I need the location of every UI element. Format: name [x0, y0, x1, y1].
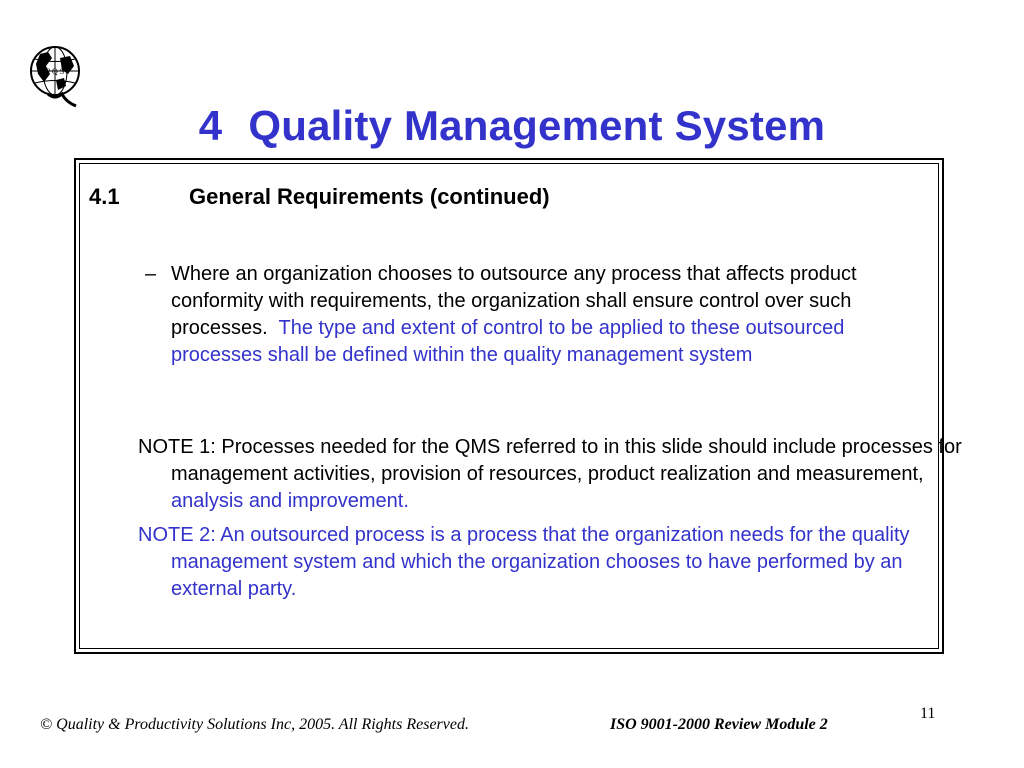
slide-title-text: Quality Management System	[248, 102, 826, 149]
bullet-text-blue: The type and extent of control to be applied to these outsourced processes shall be defined within the quality management system	[171, 317, 845, 366]
footer-copyright: © Quality & Productivity Solutions Inc, 2005. All Rights Reserved.	[40, 716, 469, 733]
note-2-text: NOTE 2: An outsourced process is a process that the organization needs for the quality management system and which the organization chooses to have performed by an external party.	[138, 524, 910, 600]
section-title: General Requirements (continued)	[189, 184, 550, 209]
slide-title-number: 4	[198, 102, 223, 149]
note-1-text-black: NOTE 1: Processes needed for the QMS referred to in this slide should include processes for management activities, provision of resources, product realization and measurement,	[138, 436, 962, 485]
footer-module: ISO 9001-2000 Review Module 2	[610, 716, 828, 733]
page-number: 11	[920, 705, 936, 722]
bullet-paragraph	[145, 261, 935, 369]
bullet-text-black: Where an organization chooses to outsource any process that affects product conformity with requirements, the organization shall ensure control over such processes.	[171, 263, 857, 339]
section-number: 4.1	[89, 184, 120, 209]
note-1	[138, 434, 971, 515]
note-1-text-blue: analysis and improvement.	[171, 490, 409, 512]
logo-letters: P Q S	[45, 67, 65, 76]
bullet-text	[171, 261, 935, 369]
section-heading	[89, 182, 550, 212]
note-2	[138, 522, 971, 603]
bullet-dash: –	[145, 263, 157, 285]
